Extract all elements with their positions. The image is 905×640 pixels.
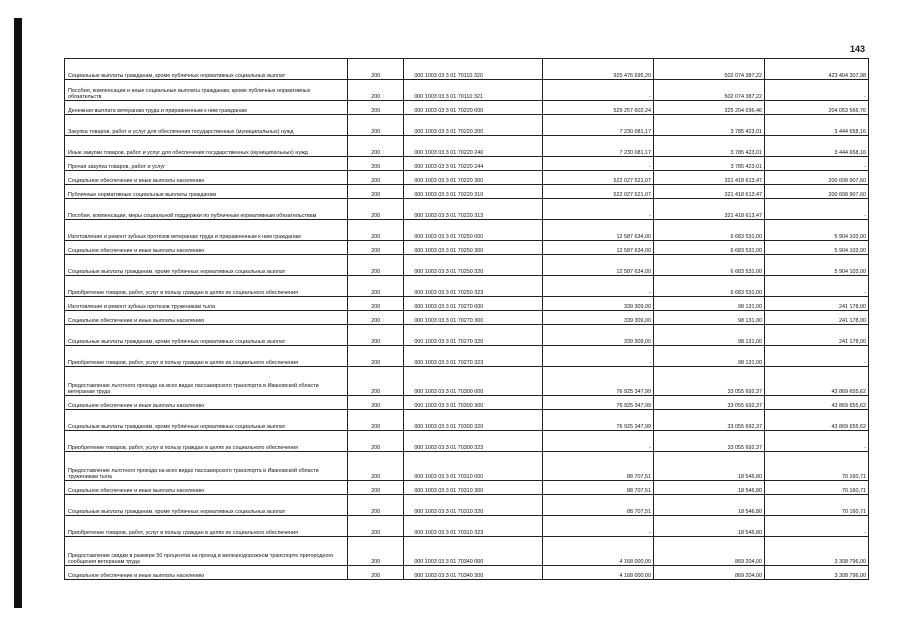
row-executed-amount-cell: 321 418 613,47 <box>653 185 764 199</box>
row-code-cell: 200 <box>348 241 404 255</box>
row-unexecuted-amount-cell: 5 904 103,00 <box>765 220 869 241</box>
row-unexecuted-amount-cell: 70 160,71 <box>765 452 869 481</box>
row-name-cell: Изготовление и ремонт зубных протезов труженикам тыла <box>65 297 348 311</box>
row-code-cell: 200 <box>348 346 404 367</box>
row-name-cell: Приобретение товаров, работ, услуг в пользу граждан в целях их социального обеспечения <box>65 276 348 297</box>
row-approved-amount-cell: 76 925 347,99 <box>542 367 653 396</box>
row-classification-code-cell: 000 1003 03 3 01 70110 321 <box>404 80 543 101</box>
row-approved-amount-cell: 4 168 000,00 <box>542 566 653 580</box>
row-executed-amount-cell: 6 683 531,00 <box>653 276 764 297</box>
row-executed-amount-cell: 33 055 692,37 <box>653 410 764 431</box>
row-approved-amount-cell: 529 257 602,24 <box>542 101 653 115</box>
table-row <box>65 367 869 396</box>
row-unexecuted-amount-cell: - <box>765 346 869 367</box>
row-classification-code-cell: 000 1003 03 3 01 70300 323 <box>404 431 543 452</box>
row-classification-code-cell: 000 1003 03 3 01 70250 300 <box>404 241 543 255</box>
row-approved-amount-cell: 7 230 081,17 <box>542 115 653 136</box>
table-row <box>65 136 869 157</box>
table-row <box>65 220 869 241</box>
row-unexecuted-amount-cell: 241 178,00 <box>765 311 869 325</box>
row-approved-amount-cell: 7 230 081,17 <box>542 136 653 157</box>
table-row <box>65 346 869 367</box>
row-unexecuted-amount-cell: 43 869 655,62 <box>765 410 869 431</box>
row-executed-amount-cell: 18 546,80 <box>653 516 764 537</box>
table-row <box>65 199 869 220</box>
row-name-cell: Денежная выплата ветеранам труда и приравненным к ним гражданам <box>65 101 348 115</box>
row-executed-amount-cell: 6 683 531,00 <box>653 255 764 276</box>
row-code-cell: 200 <box>348 452 404 481</box>
row-approved-amount-cell: 339 309,00 <box>542 297 653 311</box>
row-approved-amount-cell: 12 587 634,00 <box>542 241 653 255</box>
row-code-cell: 200 <box>348 185 404 199</box>
row-executed-amount-cell: 3 785 423,01 <box>653 136 764 157</box>
row-unexecuted-amount-cell: 43 869 655,62 <box>765 396 869 410</box>
budget-table-sheet <box>64 58 869 580</box>
row-code-cell: 200 <box>348 297 404 311</box>
row-unexecuted-amount-cell: - <box>765 431 869 452</box>
row-classification-code-cell: 000 1003 03 3 01 70340 000 <box>404 537 543 566</box>
row-name-cell: Приобретение товаров, работ, услуг в пользу граждан в целях их социального обеспечения <box>65 516 348 537</box>
row-unexecuted-amount-cell: - <box>765 157 869 171</box>
table-row <box>65 157 869 171</box>
row-executed-amount-cell: 321 418 613,47 <box>653 171 764 185</box>
row-executed-amount-cell: 6 683 531,00 <box>653 220 764 241</box>
row-name-cell: Публичные нормативные социальные выплаты гражданам <box>65 185 348 199</box>
row-code-cell: 200 <box>348 396 404 410</box>
row-approved-amount-cell: 88 707,51 <box>542 481 653 495</box>
row-approved-amount-cell: 522 027 521,07 <box>542 171 653 185</box>
row-approved-amount-cell: 339 309,00 <box>542 325 653 346</box>
row-code-cell: 200 <box>348 566 404 580</box>
row-approved-amount-cell: 925 476 695,20 <box>542 59 653 80</box>
row-name-cell: Предоставление скидки в размере 50 процентов на проезд в железнодорожном транспорте пригородного сообщения ветеранам труда <box>65 537 348 566</box>
row-unexecuted-amount-cell: 70 160,71 <box>765 495 869 516</box>
row-code-cell: 200 <box>348 495 404 516</box>
row-name-cell: Социальные выплаты гражданам, кроме публичных нормативных социальных выплат <box>65 255 348 276</box>
table-row <box>65 325 869 346</box>
row-code-cell: 200 <box>348 516 404 537</box>
row-executed-amount-cell: 321 418 613,47 <box>653 199 764 220</box>
row-name-cell: Предоставление льготного проезда на всех видах пассажирского транспорта в Ивановской области труженикам тыла <box>65 452 348 481</box>
row-name-cell: Изготовление и ремонт зубных протезов ветеранам труда и приравненным к ним гражданам <box>65 220 348 241</box>
row-classification-code-cell: 000 1003 03 3 01 70300 320 <box>404 410 543 431</box>
binding-edge <box>14 18 22 608</box>
row-classification-code-cell: 000 1003 03 3 01 70250 320 <box>404 255 543 276</box>
table-row <box>65 311 869 325</box>
row-approved-amount-cell: 339 309,00 <box>542 311 653 325</box>
table-row <box>65 297 869 311</box>
row-unexecuted-amount-cell: 3 444 658,16 <box>765 136 869 157</box>
row-code-cell: 200 <box>348 157 404 171</box>
row-name-cell: Предоставление льготного проезда на всех видах пассажирского транспорта в Ивановской области ветеранам труда <box>65 367 348 396</box>
row-classification-code-cell: 000 1003 03 3 01 70310 300 <box>404 481 543 495</box>
row-classification-code-cell: 000 1003 03 3 01 70220 000 <box>404 101 543 115</box>
row-code-cell: 200 <box>348 537 404 566</box>
row-approved-amount-cell: 4 168 000,00 <box>542 537 653 566</box>
table-row <box>65 495 869 516</box>
row-classification-code-cell: 000 1003 03 3 01 70270 000 <box>404 297 543 311</box>
page-number: 143 <box>849 44 865 54</box>
table-row <box>65 185 869 199</box>
table-row <box>65 101 869 115</box>
row-approved-amount-cell: - <box>542 276 653 297</box>
table-row <box>65 410 869 431</box>
row-executed-amount-cell: 18 546,80 <box>653 481 764 495</box>
row-unexecuted-amount-cell: 3 308 796,00 <box>765 566 869 580</box>
row-name-cell: Приобретение товаров, работ, услуг в пользу граждан в целях их социального обеспечения <box>65 346 348 367</box>
table-row <box>65 171 869 185</box>
row-approved-amount-cell: 522 027 521,07 <box>542 185 653 199</box>
row-name-cell: Социальные выплаты гражданам, кроме публичных нормативных социальных выплат <box>65 59 348 80</box>
row-classification-code-cell: 000 1003 03 3 01 70300 000 <box>404 367 543 396</box>
table-row <box>65 59 869 80</box>
row-name-cell: Социальное обеспечение и иные выплаты населению <box>65 311 348 325</box>
row-unexecuted-amount-cell: 3 308 796,00 <box>765 537 869 566</box>
row-code-cell: 200 <box>348 367 404 396</box>
row-approved-amount-cell: 12 587 634,00 <box>542 220 653 241</box>
table-row <box>65 431 869 452</box>
table-row <box>65 396 869 410</box>
row-code-cell: 200 <box>348 276 404 297</box>
row-classification-code-cell: 000 1003 03 3 01 70310 320 <box>404 495 543 516</box>
row-unexecuted-amount-cell: 5 904 103,00 <box>765 255 869 276</box>
row-classification-code-cell: 000 1003 03 3 01 70270 300 <box>404 311 543 325</box>
row-code-cell: 200 <box>348 101 404 115</box>
table-row <box>65 481 869 495</box>
row-classification-code-cell: 000 1003 03 3 01 70310 000 <box>404 452 543 481</box>
row-code-cell: 200 <box>348 59 404 80</box>
row-classification-code-cell: 000 1003 03 3 01 70220 313 <box>404 199 543 220</box>
row-name-cell: Социальные выплаты гражданам, кроме публичных нормативных социальных выплат <box>65 410 348 431</box>
row-executed-amount-cell: 502 074 387,22 <box>653 80 764 101</box>
row-executed-amount-cell: 6 683 531,00 <box>653 241 764 255</box>
table-row <box>65 516 869 537</box>
table-row <box>65 452 869 481</box>
row-classification-code-cell: 000 1003 03 3 01 70220 244 <box>404 157 543 171</box>
row-unexecuted-amount-cell: 3 444 658,16 <box>765 115 869 136</box>
row-classification-code-cell: 000 1003 03 3 01 70340 300 <box>404 566 543 580</box>
row-classification-code-cell: 000 1003 03 3 01 70220 240 <box>404 136 543 157</box>
row-code-cell: 200 <box>348 410 404 431</box>
row-code-cell: 200 <box>348 255 404 276</box>
row-name-cell: Социальное обеспечение и иные выплаты населению <box>65 566 348 580</box>
row-classification-code-cell: 000 1003 03 3 01 70300 300 <box>404 396 543 410</box>
row-unexecuted-amount-cell: 241 178,00 <box>765 297 869 311</box>
row-code-cell: 200 <box>348 199 404 220</box>
row-code-cell: 200 <box>348 481 404 495</box>
table-row <box>65 537 869 566</box>
row-classification-code-cell: 000 1003 03 3 01 70310 323 <box>404 516 543 537</box>
row-classification-code-cell: 000 1003 03 3 01 70220 300 <box>404 171 543 185</box>
row-name-cell: Приобретение товаров, работ, услуг в пользу граждан в целях их социального обеспечения <box>65 431 348 452</box>
row-executed-amount-cell: 325 204 036,46 <box>653 101 764 115</box>
row-executed-amount-cell: 3 785 423,01 <box>653 115 764 136</box>
row-code-cell: 200 <box>348 431 404 452</box>
row-unexecuted-amount-cell: - <box>765 276 869 297</box>
row-unexecuted-amount-cell: - <box>765 80 869 101</box>
row-approved-amount-cell: 12 587 634,00 <box>542 255 653 276</box>
row-name-cell: Прочая закупка товаров, работ и услуг <box>65 157 348 171</box>
row-classification-code-cell: 000 1003 03 3 01 70250 000 <box>404 220 543 241</box>
row-executed-amount-cell: 98 131,00 <box>653 311 764 325</box>
row-executed-amount-cell: 18 546,80 <box>653 495 764 516</box>
row-approved-amount-cell: - <box>542 199 653 220</box>
row-name-cell: Закупка товаров, работ и услуг для обеспечения государственных (муниципальных) нужд <box>65 115 348 136</box>
budget-table <box>64 58 869 580</box>
row-name-cell: Иные закупки товаров, работ и услуг для обеспечения государственных (муниципальных) нужд <box>65 136 348 157</box>
row-approved-amount-cell: - <box>542 431 653 452</box>
row-name-cell: Социальные выплаты гражданам, кроме публичных нормативных социальных выплат <box>65 495 348 516</box>
row-executed-amount-cell: 33 055 692,37 <box>653 396 764 410</box>
row-executed-amount-cell: 869 204,00 <box>653 566 764 580</box>
row-executed-amount-cell: 869 204,00 <box>653 537 764 566</box>
row-unexecuted-amount-cell: - <box>765 199 869 220</box>
row-classification-code-cell: 000 1003 03 3 01 70220 200 <box>404 115 543 136</box>
row-unexecuted-amount-cell: 70 160,71 <box>765 481 869 495</box>
row-unexecuted-amount-cell: 204 053 566,76 <box>765 101 869 115</box>
row-approved-amount-cell: - <box>542 346 653 367</box>
row-approved-amount-cell: 88 707,51 <box>542 452 653 481</box>
row-name-cell: Социальное обеспечение и иные выплаты населению <box>65 396 348 410</box>
row-classification-code-cell: 000 1003 03 3 01 70250 323 <box>404 276 543 297</box>
row-name-cell: Социальное обеспечение и иные выплаты населению <box>65 171 348 185</box>
row-unexecuted-amount-cell: 200 608 907,60 <box>765 185 869 199</box>
row-unexecuted-amount-cell: 43 869 655,62 <box>765 367 869 396</box>
row-executed-amount-cell: 33 055 692,37 <box>653 431 764 452</box>
row-approved-amount-cell: 88 707,51 <box>542 495 653 516</box>
row-name-cell: Социальные выплаты гражданам, кроме публичных нормативных социальных выплат <box>65 325 348 346</box>
table-row <box>65 80 869 101</box>
row-unexecuted-amount-cell: 423 404 307,98 <box>765 59 869 80</box>
row-code-cell: 200 <box>348 325 404 346</box>
row-executed-amount-cell: 3 785 423,01 <box>653 157 764 171</box>
table-row <box>65 255 869 276</box>
row-unexecuted-amount-cell: 5 904 103,00 <box>765 241 869 255</box>
table-row <box>65 115 869 136</box>
row-name-cell: Социальное обеспечение и иные выплаты населению <box>65 241 348 255</box>
budget-table-body <box>65 59 869 580</box>
row-name-cell: Пособия, компенсации и иные социальные выплаты гражданам, кроме публичных нормативных обязательств <box>65 80 348 101</box>
row-executed-amount-cell: 502 074 387,22 <box>653 59 764 80</box>
table-row <box>65 276 869 297</box>
row-unexecuted-amount-cell: 200 608 907,60 <box>765 171 869 185</box>
row-executed-amount-cell: 18 546,80 <box>653 452 764 481</box>
row-classification-code-cell: 000 1003 03 3 01 70270 323 <box>404 346 543 367</box>
row-code-cell: 200 <box>348 220 404 241</box>
table-row <box>65 241 869 255</box>
row-classification-code-cell: 000 1003 03 3 01 70220 310 <box>404 185 543 199</box>
row-code-cell: 200 <box>348 115 404 136</box>
row-unexecuted-amount-cell: - <box>765 516 869 537</box>
row-executed-amount-cell: 98 131,00 <box>653 325 764 346</box>
row-classification-code-cell: 000 1003 03 3 01 70270 320 <box>404 325 543 346</box>
row-executed-amount-cell: 98 131,00 <box>653 297 764 311</box>
row-code-cell: 200 <box>348 311 404 325</box>
row-code-cell: 200 <box>348 80 404 101</box>
row-approved-amount-cell: 76 925 347,99 <box>542 396 653 410</box>
row-unexecuted-amount-cell: 241 178,00 <box>765 325 869 346</box>
row-code-cell: 200 <box>348 136 404 157</box>
row-code-cell: 200 <box>348 171 404 185</box>
row-approved-amount-cell: 76 925 347,99 <box>542 410 653 431</box>
row-classification-code-cell: 000 1003 03 3 01 70110 320 <box>404 59 543 80</box>
row-executed-amount-cell: 33 055 692,37 <box>653 367 764 396</box>
row-name-cell: Пособия, компенсации, меры социальной поддержки по публичным нормативным обязательствам <box>65 199 348 220</box>
row-approved-amount-cell: - <box>542 157 653 171</box>
row-name-cell: Социальное обеспечение и иные выплаты населению <box>65 481 348 495</box>
table-row <box>65 566 869 580</box>
row-executed-amount-cell: 98 131,00 <box>653 346 764 367</box>
row-approved-amount-cell: - <box>542 80 653 101</box>
row-approved-amount-cell: - <box>542 516 653 537</box>
